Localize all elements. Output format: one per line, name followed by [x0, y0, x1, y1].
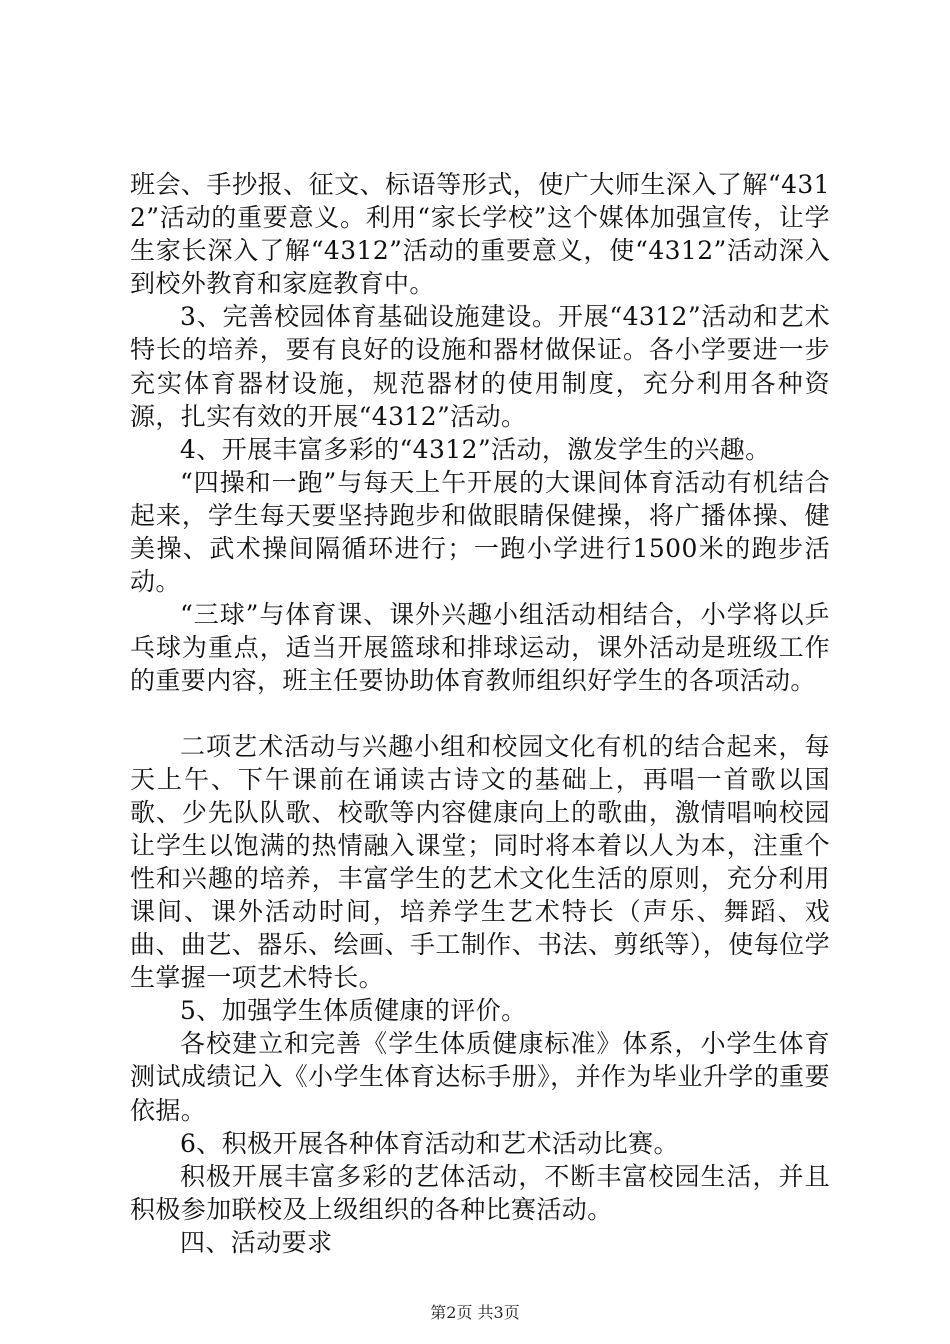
- paragraph-5: “三球”与体育课、课外兴趣小组活动相结合，小学将以乒乓球为重点，适当开展篮球和排球运动，课外活动是班级工作的重要内容，班主任要协助体育教师组织好学生的各项活动。: [130, 600, 830, 696]
- document-body: [130, 168, 830, 1259]
- paragraph-7: 5、加强学生体质健康的评价。: [180, 996, 527, 1026]
- paragraph-1: 班会、手抄报、征文、标语等形式，使广大师生深入了解“4312”活动的重要意义。利用“家长学校”这个媒体加强宣传，让学生家长深入了解“4312”活动的重要意义，使“4312”活动深入到校外教育和家庭教育中。: [130, 170, 830, 299]
- paragraph-3: 4、开展丰富多彩的“4312”活动，激发学生的兴趣。: [180, 434, 771, 464]
- paragraph-10: 积极开展丰富多彩的艺体活动，不断丰富校园生活，并且积极参加联校及上级组织的各种比赛活动。: [130, 1161, 830, 1224]
- paragraph-9: 6、积极开展各种体育活动和艺术活动比赛。: [180, 1128, 679, 1158]
- page-number: 第2页 共3页: [430, 1303, 520, 1322]
- paragraph-2: 3、完善校园体育基础设施建设。开展“4312”活动和艺术特长的培养，要有良好的设施和器材做保证。各小学要进一步充实体育器材设施，规范器材的使用制度，充分利用各种资源，扎实有效的开展“4312”活动。: [130, 302, 830, 431]
- paragraph-4: “四操和一跑”与每天上午开展的大课间体育活动有机结合起来，学生每天要坚持跑步和做眼睛保健操，将广播体操、健美操、武术操间隔循环进行；一跑小学进行1500米的跑步活动。: [130, 467, 830, 597]
- paragraph-6: 二项艺术活动与兴趣小组和校园文化有机的结合起来，每天上午、下午课前在诵读古诗文的基础上，再唱一首歌以国歌、少先队队歌、校歌等内容健康向上的歌曲，激情唱响校园让学生以饱满的热情融入课堂；同时将本着以人为本，注重个性和兴趣的培养，丰富学生的艺术文化生活的原则，充分利用课间、课外活动时间，培养学生艺术特长（声乐、舞蹈、戏曲、曲艺、器乐、绘画、手工制作、书法、剪纸等），使每位学生掌握一项艺术特长。: [130, 731, 830, 993]
- paragraph-8: 各校建立和完善《学生体质健康标准》体系，小学生体育测试成绩记入《小学生体育达标手册》，并作为毕业升学的重要依据。: [130, 1029, 830, 1125]
- paragraph-11: 四、活动要求: [180, 1227, 333, 1257]
